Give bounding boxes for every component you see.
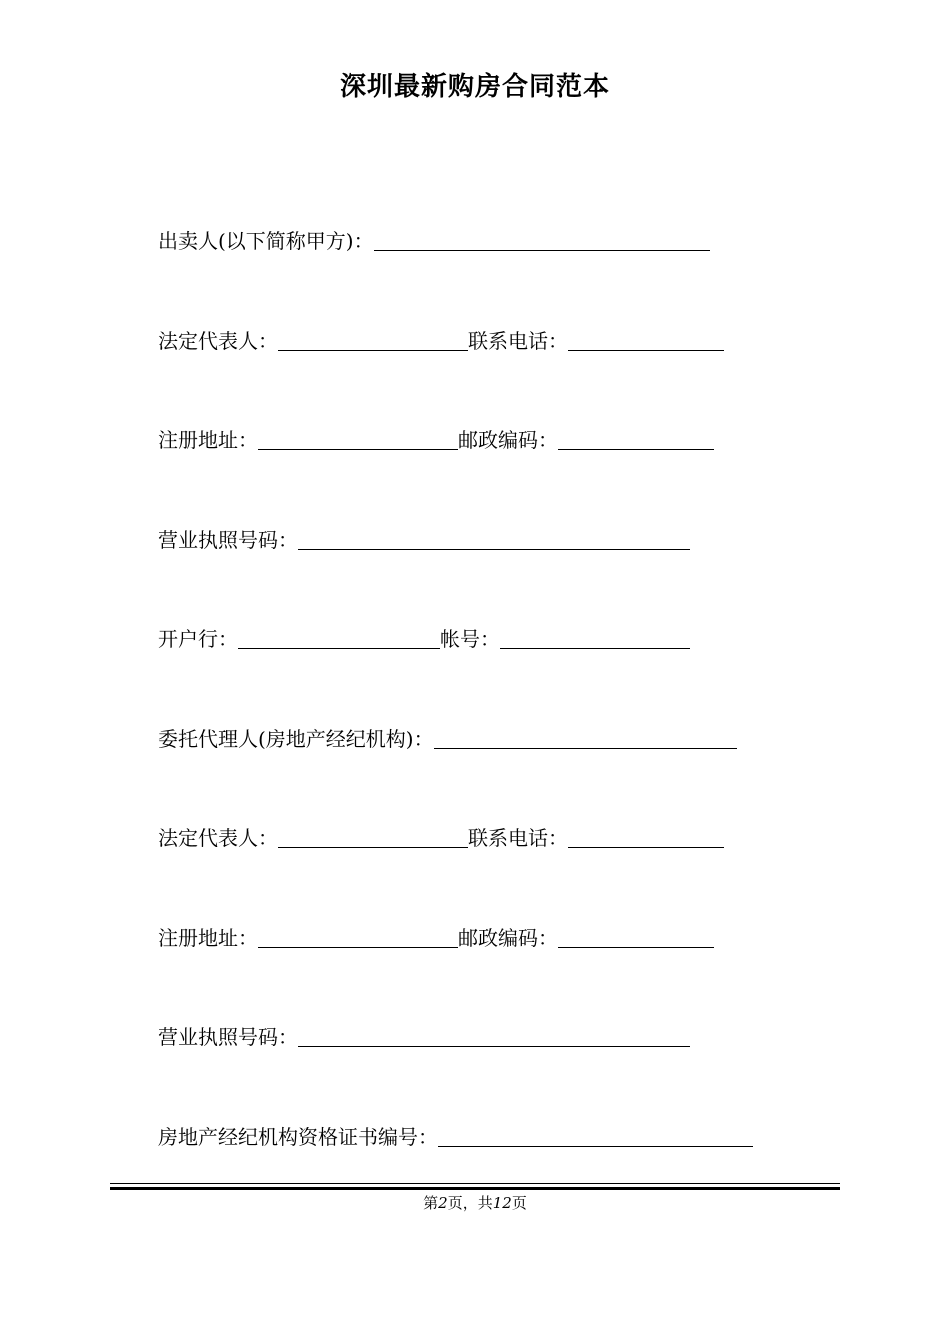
agent-cert-label: 房地产经纪机构资格证书编号：	[158, 1125, 438, 1149]
seller-rep-row	[158, 326, 724, 356]
agent-address-label: 注册地址：	[158, 926, 258, 950]
agent-cert-blank[interactable]	[438, 1122, 753, 1147]
seller-postcode-blank[interactable]	[558, 425, 714, 450]
seller-address-label: 注册地址：	[158, 428, 258, 452]
agent-rep-label: 法定代表人：	[158, 826, 278, 850]
seller-blank[interactable]	[374, 226, 710, 251]
seller-address-row	[158, 425, 714, 455]
seller-phone-label: 联系电话：	[468, 329, 568, 353]
agent-row	[158, 724, 737, 754]
seller-bank-label: 开户行：	[158, 627, 238, 651]
agent-rep-row	[158, 823, 724, 853]
agent-label: 委托代理人(房地产经纪机构)：	[158, 727, 434, 751]
seller-account-label: 帐号：	[440, 627, 500, 651]
seller-address-blank[interactable]	[258, 425, 458, 450]
seller-bank-row	[158, 624, 690, 654]
agent-license-blank[interactable]	[298, 1022, 690, 1047]
footer-total-pages: 12	[492, 1194, 512, 1212]
document-title: 深圳最新购房合同范本	[339, 72, 610, 102]
page-footer	[0, 1192, 950, 1213]
seller-bank-blank[interactable]	[238, 624, 440, 649]
agent-rep-blank[interactable]	[278, 823, 468, 848]
agent-address-row	[158, 923, 714, 953]
footer-divider-thick	[110, 1187, 840, 1190]
agent-phone-blank[interactable]	[568, 823, 724, 848]
seller-label: 出卖人(以下简称甲方)：	[158, 229, 374, 253]
seller-license-row	[158, 525, 690, 555]
agent-cert-row	[158, 1122, 753, 1152]
footer-prefix: 第	[423, 1194, 439, 1212]
seller-rep-blank[interactable]	[278, 326, 468, 351]
agent-blank[interactable]	[434, 724, 737, 749]
footer-middle: 页，共	[447, 1194, 493, 1212]
agent-license-label: 营业执照号码：	[158, 1025, 298, 1049]
seller-postcode-label: 邮政编码：	[458, 428, 558, 452]
footer-divider-thin	[110, 1183, 840, 1184]
agent-license-row	[158, 1022, 690, 1052]
seller-license-blank[interactable]	[298, 525, 690, 550]
agent-address-blank[interactable]	[258, 923, 458, 948]
agent-postcode-label: 邮政编码：	[458, 926, 558, 950]
agent-postcode-blank[interactable]	[558, 923, 714, 948]
footer-page-number: 2	[438, 1194, 448, 1212]
seller-rep-label: 法定代表人：	[158, 329, 278, 353]
footer-suffix: 页	[511, 1194, 527, 1212]
seller-account-blank[interactable]	[500, 624, 690, 649]
seller-phone-blank[interactable]	[568, 326, 724, 351]
seller-license-label: 营业执照号码：	[158, 528, 298, 552]
agent-phone-label: 联系电话：	[468, 826, 568, 850]
seller-row	[158, 226, 710, 256]
